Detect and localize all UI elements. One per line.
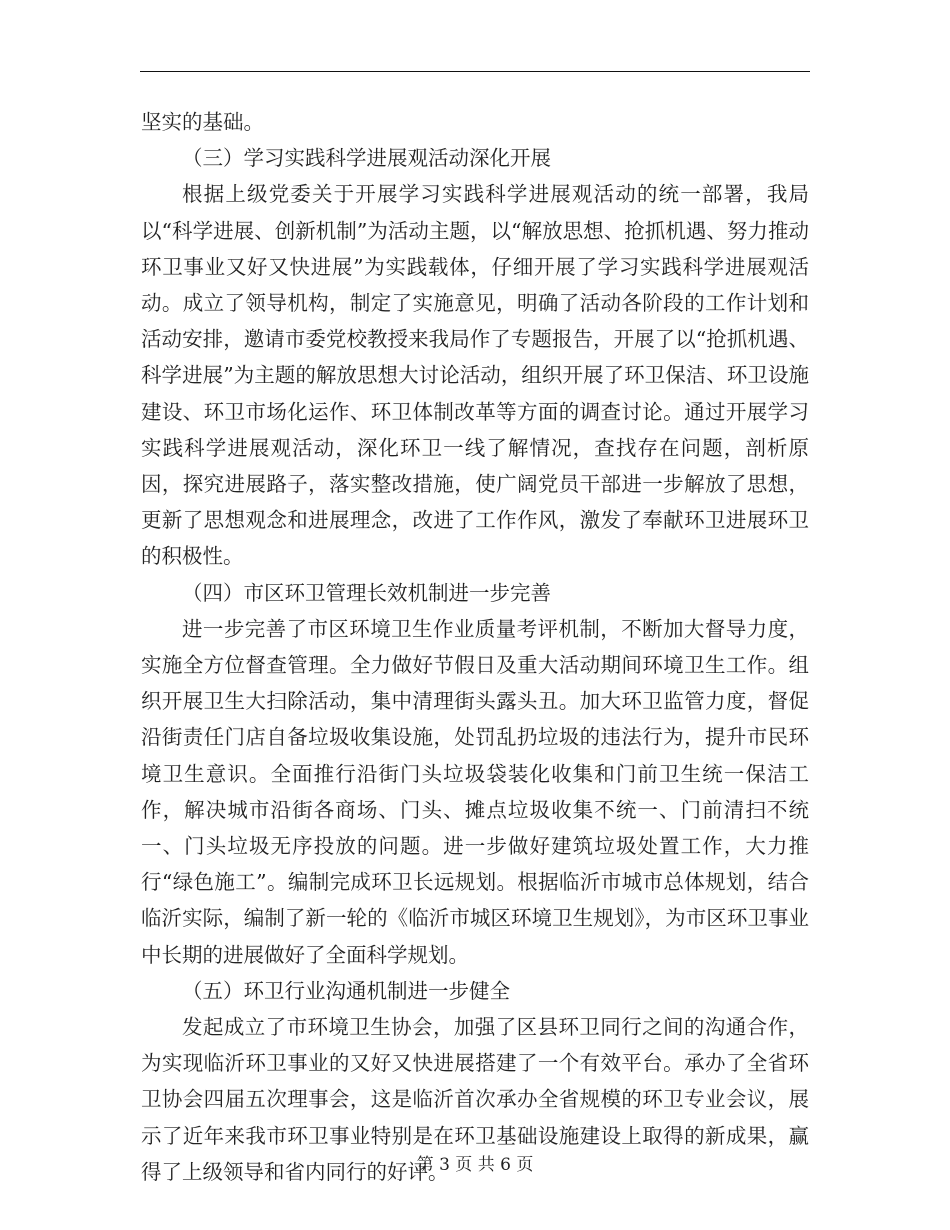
section-heading-5: （五）环卫行业沟通机制进一步健全 [182, 978, 510, 1003]
section-heading-4: （四）市区环卫管理长效机制进一步完善 [182, 580, 551, 605]
paragraph: 发起成立了市环境卫生协会，加强了区县环卫同行之间的沟通合作，为实现临沂环卫事业的又好又快进展搭建了一个有效平台。承办了全省环卫协会四届五次理事会，这是临沂首次承办全省规模的环卫专业会议，展示了近年来我市环卫事业特别是在环卫基础设施建设上取得的新成果，赢得了上级领导和省内同行的好评。 [141, 1015, 809, 1184]
section-heading-3: （三）学习实践科学进展观活动深化开展 [182, 146, 551, 171]
document-body [141, 104, 809, 1190]
header-rule [140, 71, 810, 72]
paragraph: 根据上级党委关于开展学习实践科学进展观活动的统一部署，我局以“科学进展、创新机制”为活动主题，以“解放思想、抢抓机遇、努力推动环卫事业又好又快进展”为实践载体，仔细开展了学习实践科学进展观活动。成立了领导机构，制定了实施意见，明确了活动各阶段的工作计划和活动安排，邀请市委党校教授来我局作了专题报告，开展了以“抢抓机遇、科学进展”为主题的解放思想大讨论活动，组织开展了环卫保洁、环卫设施建设、环卫市场化运作、环卫体制改革等方面的调查讨论。通过开展学习实践科学进展观活动，深化环卫一线了解情况，查找存在问题，剖析原因，探究进展路子，落实整改措施，使广阔党员干部进一步解放了思想，更新了思想观念和进展理念，改进了工作作风，激发了奉献环卫进展环卫的积极性。 [141, 182, 809, 569]
paragraph: 进一步完善了市区环境卫生作业质量考评机制，不断加大督导力度，实施全方位督查管理。全力做好节假日及重大活动期间环境卫生工作。组织开展卫生大扫除活动，集中清理街头露头丑。加大环卫监管力度，督促沿街责任门店自备垃圾收集设施，处罚乱扔垃圾的违法行为，提升市民环境卫生意识。全面推行沿街门头垃圾袋装化收集和门前卫生统一保洁工作，解决城市沿街各商场、门头、摊点垃圾收集不统一、门前清扫不统一、门头垃圾无序投放的问题。进一步做好建筑垃圾处置工作，大力推行“绿色施工”。编制完成环卫长远规划。根据临沂市城市总体规划，结合临沂实际，编制了新一轮的《临沂市城区环境卫生规划》，为市区环卫事业中长期的进展做好了全面科学规划。 [141, 616, 809, 967]
page-number-footer: 第 3 页 共 6 页 [416, 1155, 534, 1175]
paragraph-continuation: 坚实的基础。 [141, 110, 264, 134]
